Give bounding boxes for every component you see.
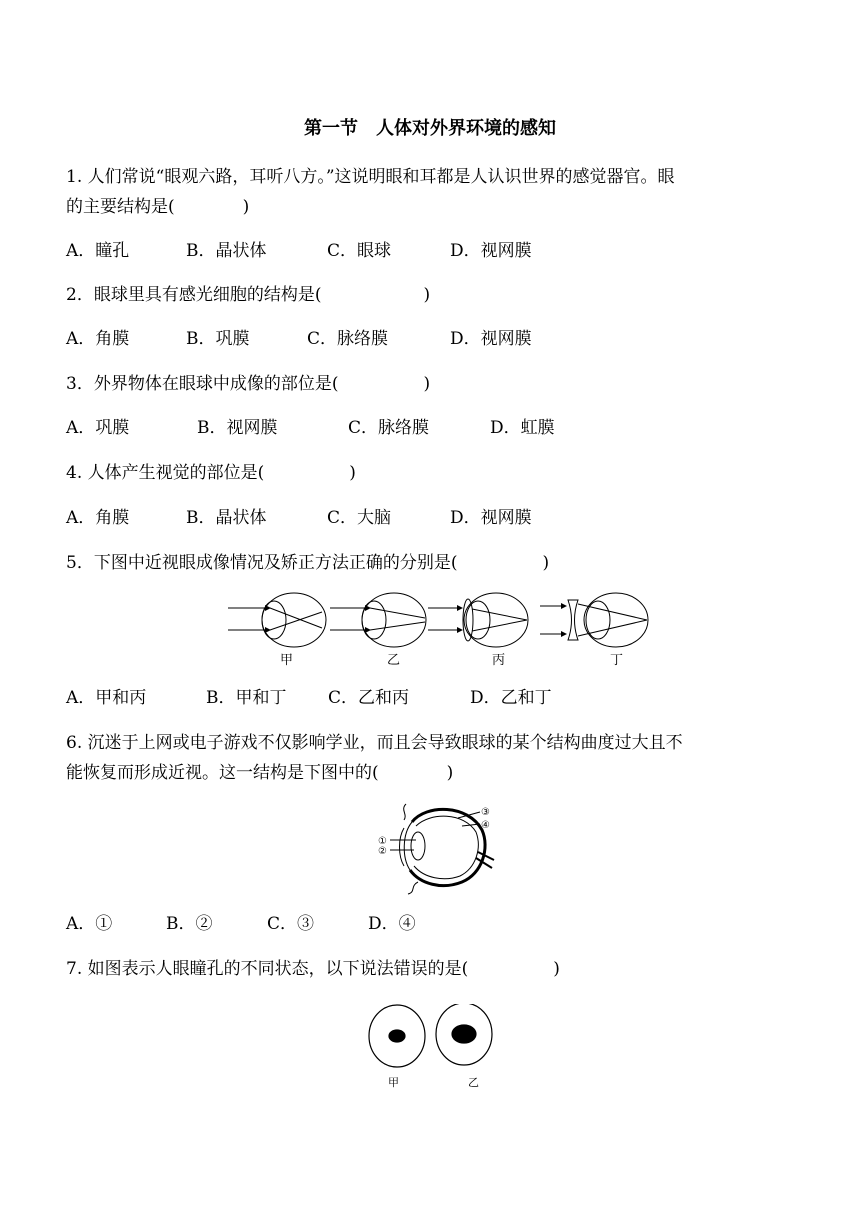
q3-option-a: A．巩膜 <box>66 418 130 438</box>
question-2-line-1: 2．眼球里具有感光细胞的结构是( ) <box>66 285 431 305</box>
structure-label-2: ② <box>378 846 387 857</box>
question-1-line-1: 1. 人们常说“眼观六路，耳听八方。”这说明眼和耳都是人认识世界的感觉器官。眼 <box>66 167 675 187</box>
q6-option-b: B．② <box>166 914 213 934</box>
q6-option-d: D．④ <box>368 914 416 934</box>
q6-option-c: C．③ <box>267 914 315 934</box>
q2-option-d: D．视网膜 <box>450 329 532 349</box>
structure-label-4: ④ <box>481 820 490 831</box>
question-6-line-2: 能恢复而形成近视。这一结构是下图中的( ) <box>66 763 454 783</box>
q2-option-c: C．脉络膜 <box>307 329 389 349</box>
eye-diagram-yi <box>330 593 426 647</box>
q5-option-b: B．甲和丁 <box>206 688 287 708</box>
myopia-correction-diagram <box>222 590 658 672</box>
q5-option-c: C．乙和丙 <box>328 688 410 708</box>
eye-diagram-jia <box>228 593 326 647</box>
question-3-line-1: 3．外界物体在眼球中成像的部位是( ) <box>66 374 431 394</box>
question-6-line-1: 6. 沉迷于上网或电子游戏不仅影响学业，而且会导致眼球的某个结构曲度过大且不 <box>66 733 683 753</box>
structure-label-1: ① <box>378 836 387 847</box>
figure-label-bing: 丙 <box>492 653 506 668</box>
q6-option-a: A．① <box>66 914 113 934</box>
q1-option-b: B．晶状体 <box>186 241 267 261</box>
q1-option-a: A．瞳孔 <box>66 241 130 261</box>
q4-option-a: A．角膜 <box>66 508 130 528</box>
q2-option-a: A．角膜 <box>66 329 130 349</box>
structure-label-3: ③ <box>481 807 490 818</box>
pupil-states-diagram <box>366 1004 496 1096</box>
eye-diagram-ding <box>540 593 648 647</box>
figure-label-jia: 甲 <box>280 653 294 668</box>
q2-option-b: B．巩膜 <box>186 329 250 349</box>
q4-option-d: D．视网膜 <box>450 508 532 528</box>
question-1-line-2: 的主要结构是( ) <box>66 197 250 217</box>
q4-option-c: C．大脑 <box>327 508 392 528</box>
eyeball-structure-diagram <box>378 800 496 896</box>
pupil-label-yi: 乙 <box>468 1076 479 1089</box>
q3-option-d: D．虹膜 <box>490 418 555 438</box>
question-7-line-1: 7. 如图表示人眼瞳孔的不同状态，以下说法错误的是( ) <box>66 959 560 979</box>
figure-label-ding: 丁 <box>610 653 624 668</box>
q4-option-b: B．晶状体 <box>186 508 267 528</box>
q5-option-d: D．乙和丁 <box>470 688 552 708</box>
figure-label-yi: 乙 <box>387 653 401 668</box>
q5-option-a: A．甲和丙 <box>66 688 147 708</box>
question-4-line-1: 4. 人体产生视觉的部位是( ) <box>66 463 356 483</box>
pupil-label-jia: 甲 <box>388 1076 399 1089</box>
q1-option-d: D．视网膜 <box>450 241 532 261</box>
q1-option-c: C．眼球 <box>327 241 392 261</box>
q3-option-b: B．视网膜 <box>197 418 278 438</box>
question-5-line-1: 5．下图中近视眼成像情况及矫正方法正确的分别是( ) <box>66 553 550 573</box>
eye-diagram-bing <box>428 593 528 647</box>
page-title: 第一节 人体对外界环境的感知 <box>304 118 556 139</box>
q3-option-c: C．脉络膜 <box>348 418 430 438</box>
